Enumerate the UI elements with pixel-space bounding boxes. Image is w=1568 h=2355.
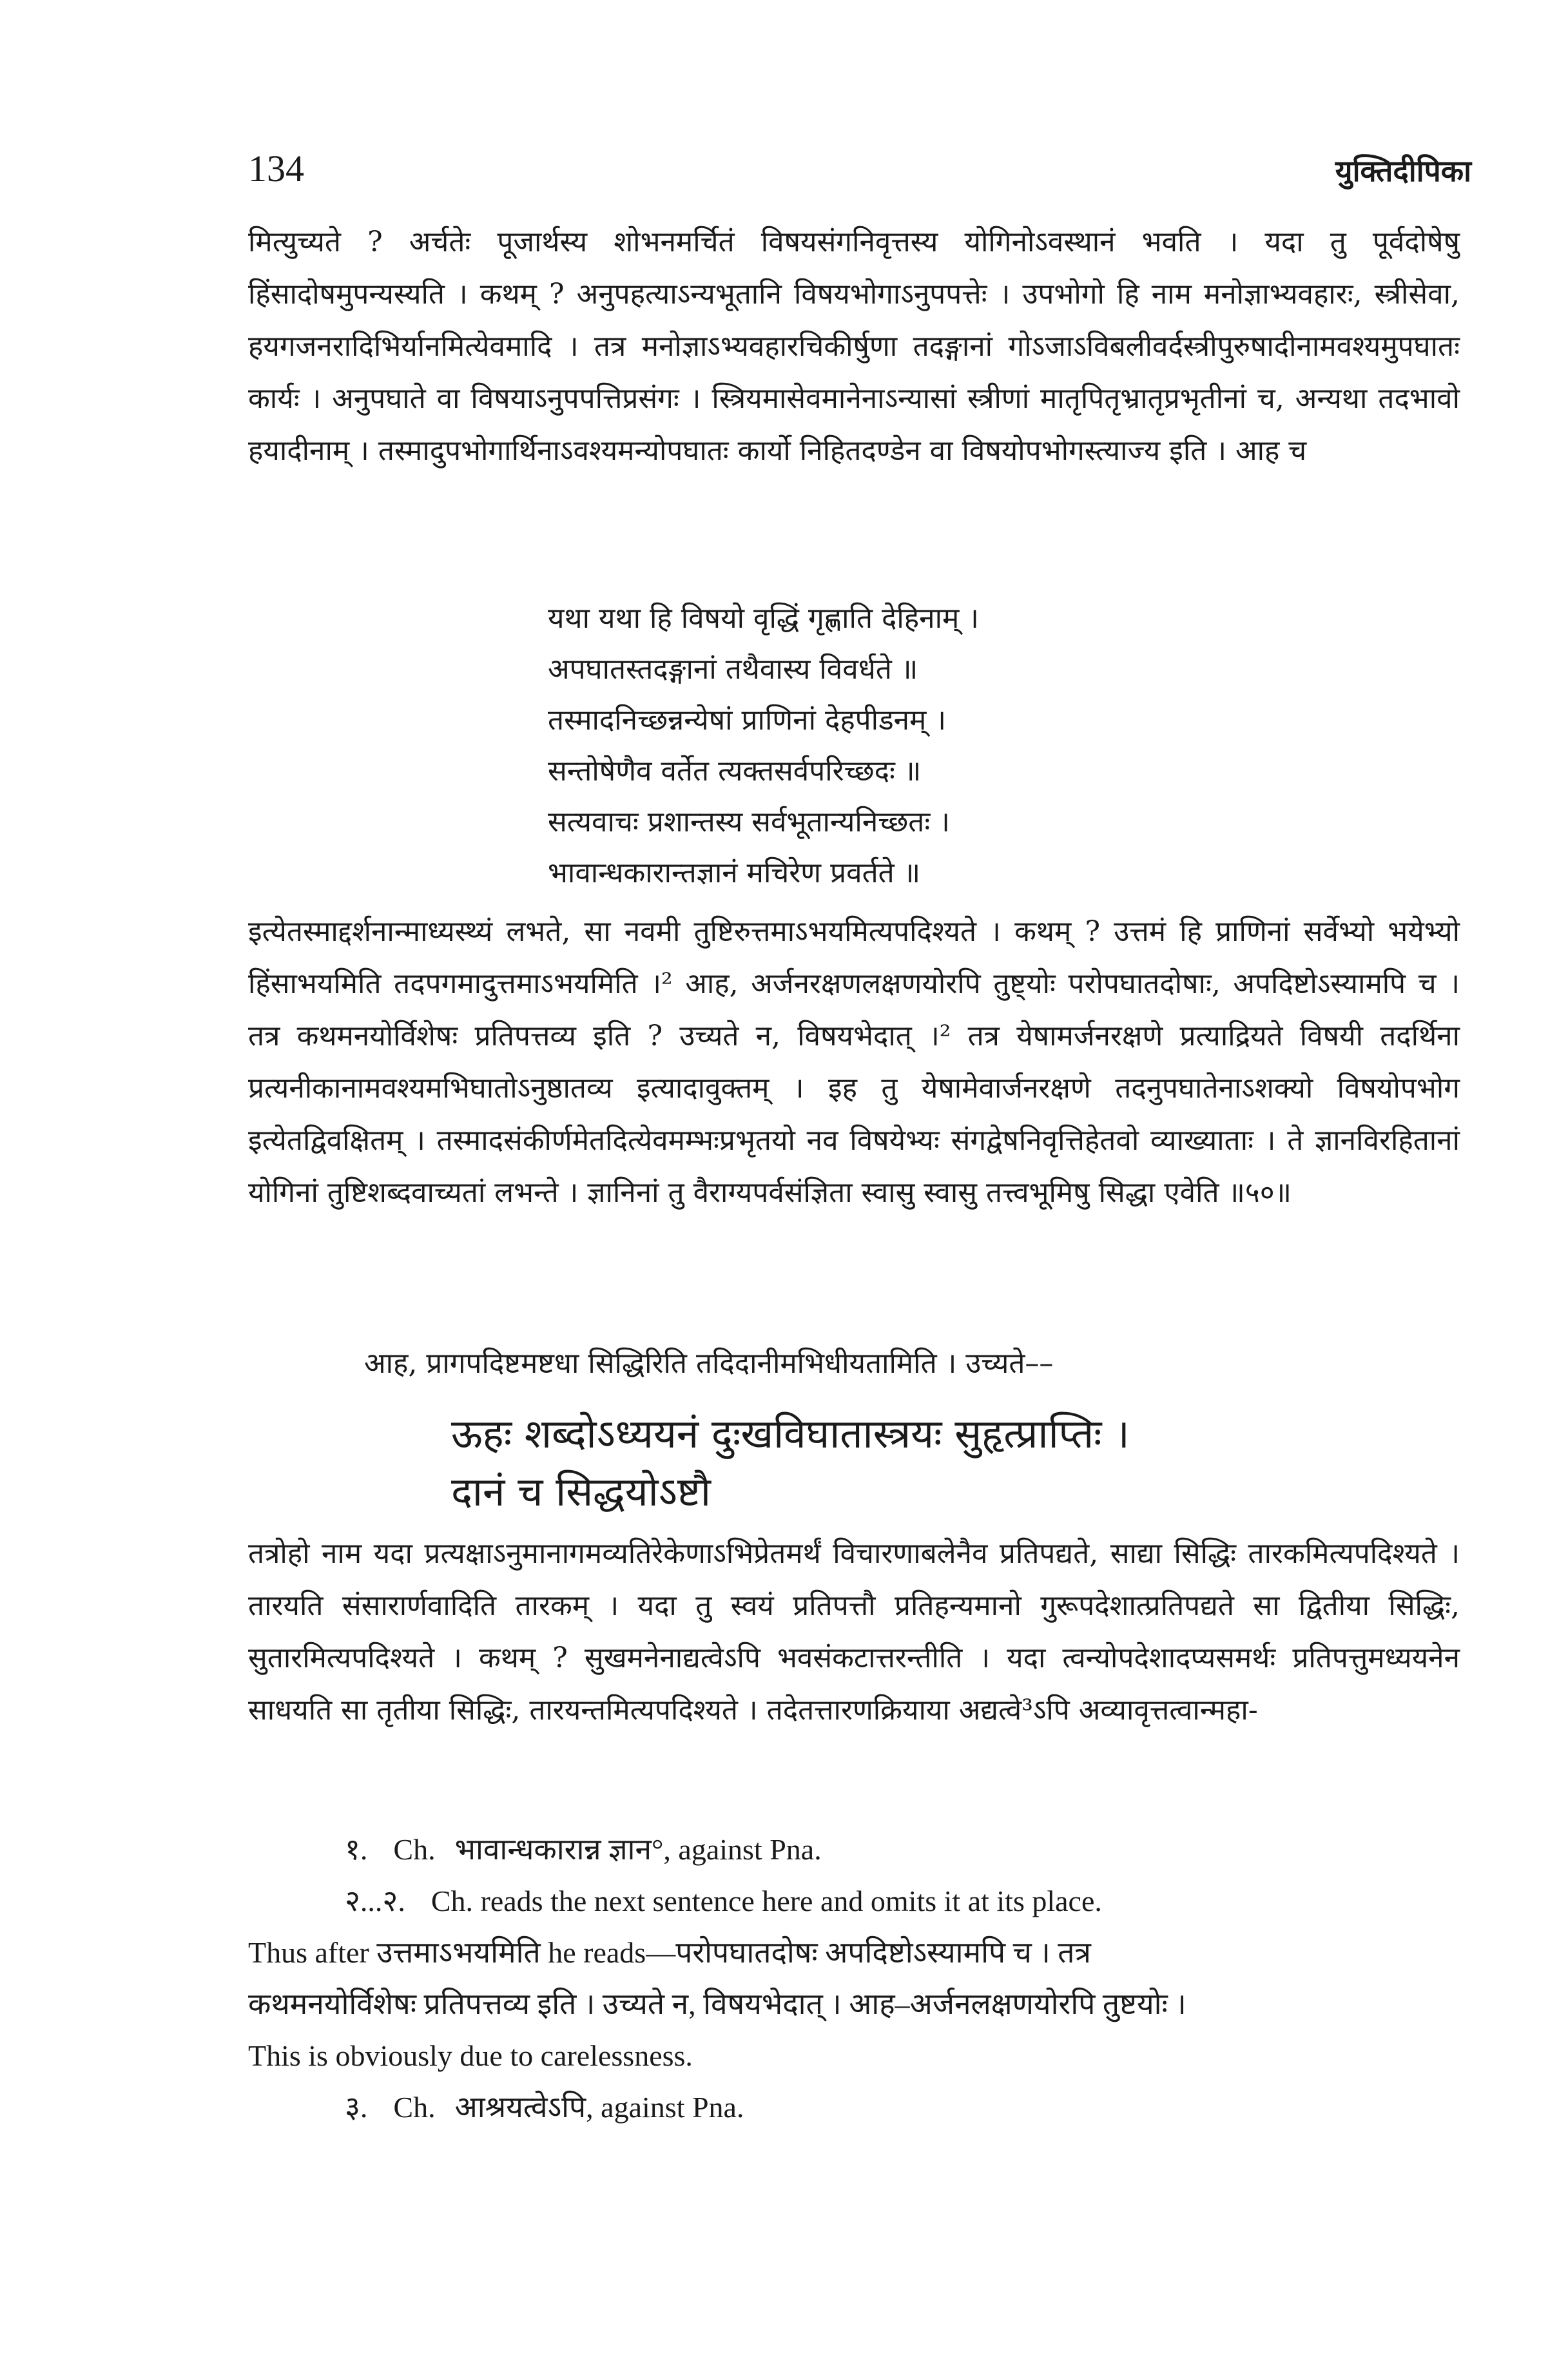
verse-line: अपघातस्तदङ्गानां तथैवास्य विवर्धते ॥ xyxy=(548,653,918,686)
footnote-reading: आश्रयत्वेऽपि xyxy=(454,2091,586,2124)
verse-line: यथा यथा हि विषयो वृद्धिं गृह्णाति देहिनाम् । xyxy=(548,602,979,635)
verse-line: सत्यवाचः प्रशान्तस्य सर्वभूतान्यनिच्छतः । xyxy=(548,806,950,838)
footnote-2-line-4: This is obviously due to carelessness. xyxy=(248,2039,693,2072)
footnotes xyxy=(248,1824,1460,2133)
footnote-number: १. xyxy=(345,1833,368,1866)
paragraph-3-text: आह, प्रागपदिष्टमष्टधा सिद्धिरिति तदिदानीमभिधीयतामिति । उच्यते–– xyxy=(364,1347,1054,1380)
verse-block xyxy=(548,593,1128,898)
footnote-text: Ch. reads the next sentence here and omits it at its place. xyxy=(431,1885,1102,1917)
footnote-3 xyxy=(248,2082,1460,2133)
karika-block xyxy=(451,1405,1457,1521)
footnote-2-line-1 xyxy=(248,1875,1460,1927)
running-head: युक्तिदीपिका xyxy=(1335,153,1471,188)
paragraph-1 xyxy=(248,216,1460,477)
footnote-reading: भावान्धकारान्न ज्ञान° xyxy=(454,1833,664,1866)
paragraph-1-text: मित्युच्यते ? अर्चतेः पूजार्थस्य शोभनमर्चितं विषयसंगनिवृत्तस्य योगिनोऽवस्थानं भवति । यदा तु पूर्वदोषेषु हिंसादोषमुपन्यस्यति । कथम् ? अनुपहत्याऽन्यभूतानि विषयभोगाऽनुपपत्तेः । उपभोगो हि नाम मनोज्ञाभ्यवहारः, स्त्रीसेवा, हयगजनरादिभिर्यानमित्येवमादि । तत्र मनोज्ञाऽभ्यवहारचिकीर्षुणा तदङ्गानां गोऽजाऽविबलीवर्दस्त्रीपुरुषादीनामवश्यमुपघातः कार्यः । अनुपघाते वा विषयाऽनुपपत्तिप्रसंगः । स्त्रियमासेवमानेनाऽन्यासां स्त्रीणां मातृपितृभ्रातृप्रभृतीनां च, अन्यथा तदभावो हयादीनाम् । तस्मादुपभोगार्थिनाऽवश्यमन्योपघातः कार्यो निहितदण्डेन वा विषयोपभोगस्त्याज्य इति । आह च xyxy=(248,226,1460,467)
paragraph-4 xyxy=(248,1527,1460,1736)
verse-line: तस्मादनिच्छन्नन्येषां प्राणिनां देहपीडनम् । xyxy=(548,704,947,737)
footnote-number: ३. xyxy=(345,2091,368,2124)
paragraph-3 xyxy=(248,1337,1460,1390)
footnote-source: Ch. xyxy=(393,1833,436,1866)
paragraph-4-text: तत्रोहो नाम यदा प्रत्यक्षाऽनुमानागमव्यतिरेकेणाऽभिप्रेतमर्थं विचारणाबलेनैव प्रतिपद्यते, साद्या सिद्धिः तारकमित्यपदिश्यते । तारयति संसारार्णवादिति तारकम् । यदा तु स्वयं प्रतिपत्तौ प्रतिहन्यमानो गुरूपदेशात्प्रतिपद्यते सा द्वितीया सिद्धिः, सुतारमित्यपदिश्यते । कथम् ? सुखमनेनाद्यत्वेऽपि भवसंकटात्तरन्तीति । यदा त्वन्योपदेशादप्यसमर्थः प्रतिपत्तुमध्ययनेन साधयति सा तृतीया सिद्धिः, तारयन्तमित्यपदिश्यते । तदेतत्तारणक्रियाया अद्यत्वे³ऽपि अव्यावृत्तत्वान्महा- xyxy=(248,1537,1460,1727)
footnote-number: २...२. xyxy=(345,1885,405,1917)
footnote-note: , against Pna. xyxy=(663,1833,822,1866)
footnote-note: , against Pna. xyxy=(586,2091,744,2124)
karika-line: ऊहः शब्दोऽध्ययनं दुःखविघातास्त्रयः सुहृत्प्राप्तिः । xyxy=(451,1410,1130,1457)
footnote-2-line-3: कथमनयोर्विशेषः प्रतिपत्तव्य इति । उच्यते न, विषयभेदात् । आह–अर्जनलक्षणयोरपि तुष्टयोः । xyxy=(248,1988,1186,2021)
verse-line: भावान्धकारान्तज्ञानं मचिरेण प्रवर्तते ॥ xyxy=(548,857,921,889)
footnote-source: Ch. xyxy=(393,2091,436,2124)
paragraph-2 xyxy=(248,906,1460,1219)
paragraph-2-text: इत्येतस्माद्दर्शनान्माध्यस्थ्यं लभते, सा नवमी तुष्टिरुत्तमाऽभयमित्यपदिश्यते । कथम् ? उत्तमं हि प्राणिनां सर्वेभ्यो भयेभ्यो हिंसाभयमिति तदपगमादुत्तमाऽभयमिति ।² आह, अर्जनरक्षणलक्षणयोरपि तुष्ट्योः परोपघातदोषाः, अपदिष्टोऽस्यामपि च । तत्र कथमनयोर्विशेषः प्रतिपत्तव्य इति ? उच्यते न, विषयभेदात् ।² तत्र येषामर्जनरक्षणे प्रत्याद्रियते विषयी तदर्थिना प्रत्यनीकानामवश्यमभिघातोऽनुष्ठातव्य इत्यादावुक्तम् । इह तु येषामेवार्जनरक्षणे तदनुपघातेनाऽशक्यो विषयोपभोग इत्येतद्विवक्षितम् । तस्मादसंकीर्णमेतदित्येवमम्भःप्रभृतयो नव विषयेभ्यः संगद्वेषनिवृत्तिहेतवो व्याख्याताः । ते ज्ञानविरहितानां योगिनां तुष्टिशब्दवाच्यतां लभन्ते । ज्ञानिनां तु वैराग्यपर्वसंज्ञिता स्वासु स्वासु तत्त्वभूमिषु सिद्धा एवेति ॥५०॥ xyxy=(248,915,1460,1209)
page-header xyxy=(248,132,1471,190)
page-number: 134 xyxy=(248,148,304,189)
karika-line: दानं च सिद्धयोऽष्टौ xyxy=(451,1468,711,1515)
footnote-1 xyxy=(248,1824,1460,1875)
verse-line: सन्तोषेणैव वर्तेत त्यक्तसर्वपरिच्छदः ॥ xyxy=(548,755,922,788)
footnote-2-line-2: Thus after उत्तमाऽभयमिति he reads—परोपघातदोषः अपदिष्टोऽस्यामपि च । तत्र xyxy=(248,1936,1091,1969)
